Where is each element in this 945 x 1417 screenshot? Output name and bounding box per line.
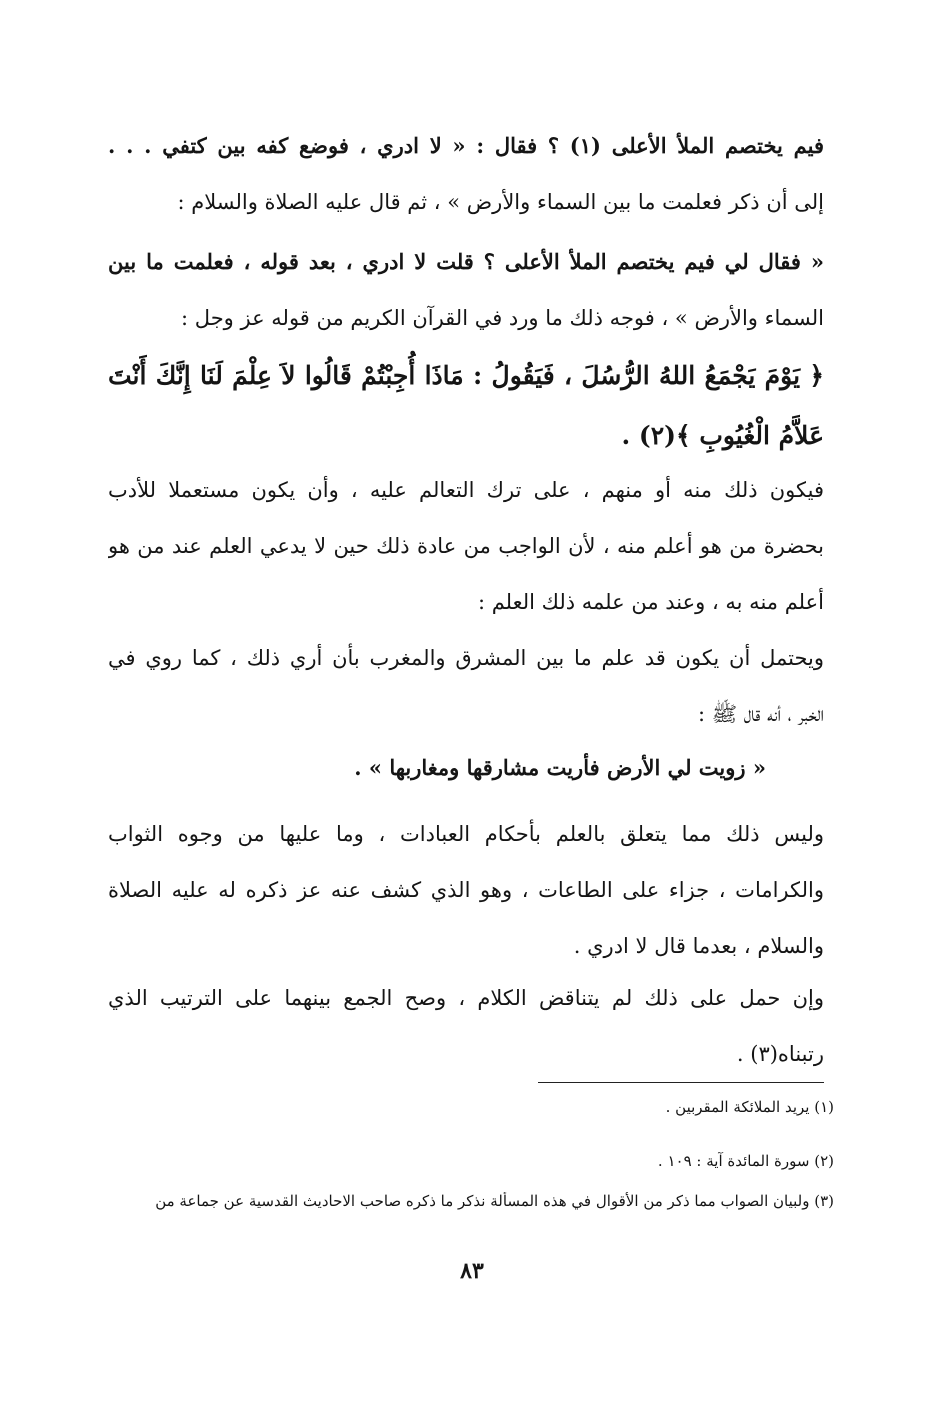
footnote-1: (١) يريد الملائكة المقربين . — [665, 1098, 834, 1116]
paragraph-5 — [108, 630, 824, 742]
text-line: ويحتمل أن يكون قد علم ما بين المشرق والمغرب بأن أري ذلك ، كما روي في — [108, 646, 824, 670]
text-line: « فقال لي فيم يختصم الملأ الأعلى ؟ قلت لا ادري ، بعد قوله ، فعلمت ما بين — [108, 249, 824, 274]
footnote-divider — [538, 1082, 824, 1083]
text-line: الخبر ، أنه قال ﷺ : — [697, 702, 824, 726]
text-line: السماء والأرض » ، فوجه ذلك ما ورد في القرآن الكريم من قوله عز وجل : — [181, 306, 824, 330]
footnote-3: (٣) ولبيان الصواب مما ذكر من الأقوال في هذه المسألة نذكر ما ذكره صاحب الاحاديث القدسية عن جماعة من — [155, 1192, 834, 1210]
text-line: وإن حمل على ذلك لم يتناقض الكلام ، وصح الجمع بينهما على الترتيب الذي — [108, 986, 824, 1010]
quran-verse — [108, 346, 824, 466]
text-line: عَلاَّمُ الْغُيُوبِ ﴾(٢) . — [621, 421, 824, 450]
text-line: « زويت لي الأرض فأريت مشارقها ومغاربها » . — [354, 755, 766, 780]
text-line: أعلم منه به ، وعند من علمه ذلك العلم : — [477, 590, 824, 614]
paragraph-1 — [108, 118, 824, 230]
hadith-quote — [108, 740, 824, 796]
paragraph-4 — [108, 462, 824, 630]
text-line: بحضرة من هو أعلم منه ، لأن الواجب من عادة ذلك حين لا يدعي العلم عند من هو — [108, 534, 824, 558]
footnote-2: (٢) سورة المائدة آية : ١٠٩ . — [657, 1152, 834, 1170]
text-line: فيكون ذلك منه أو منهم ، على ترك التعالم عليه ، وأن يكون مستعملا للأدب — [108, 478, 824, 502]
text-line: رتبناه(٣) . — [736, 1042, 824, 1066]
text-line: والكرامات ، جزاء على الطاعات ، وهو الذي كشف عنه عز ذكره له عليه الصلاة — [108, 878, 824, 902]
text-line: إلى أن ذكر فعلمت ما بين السماء والأرض » ، ثم قال عليه الصلاة والسلام : — [177, 190, 824, 214]
paragraph-2 — [108, 234, 824, 346]
paragraph-7 — [108, 806, 824, 974]
text-line: فيم يختصم الملأ الأعلى (١) ؟ فقال : « لا ادري ، فوضع كفه بين كتفي . . . — [108, 133, 824, 158]
text-line: ﴿ يَوْمَ يَجْمَعُ اللهُ الرُّسُلَ ، فَيَقُولُ : مَاذَا أُجِبْتُمْ قَالُوا لاَ عِلْمَ لَنَا إِنَّكَ أَنْتَ — [108, 361, 824, 390]
paragraph-8 — [108, 970, 824, 1082]
text-line: والسلام ، بعدما قال لا ادري . — [573, 934, 824, 958]
page-number: ٨٣ — [460, 1258, 484, 1284]
text-line: وليس ذلك مما يتعلق بالعلم بأحكام العبادات ، وما عليها من وجوه الثواب — [108, 822, 824, 846]
